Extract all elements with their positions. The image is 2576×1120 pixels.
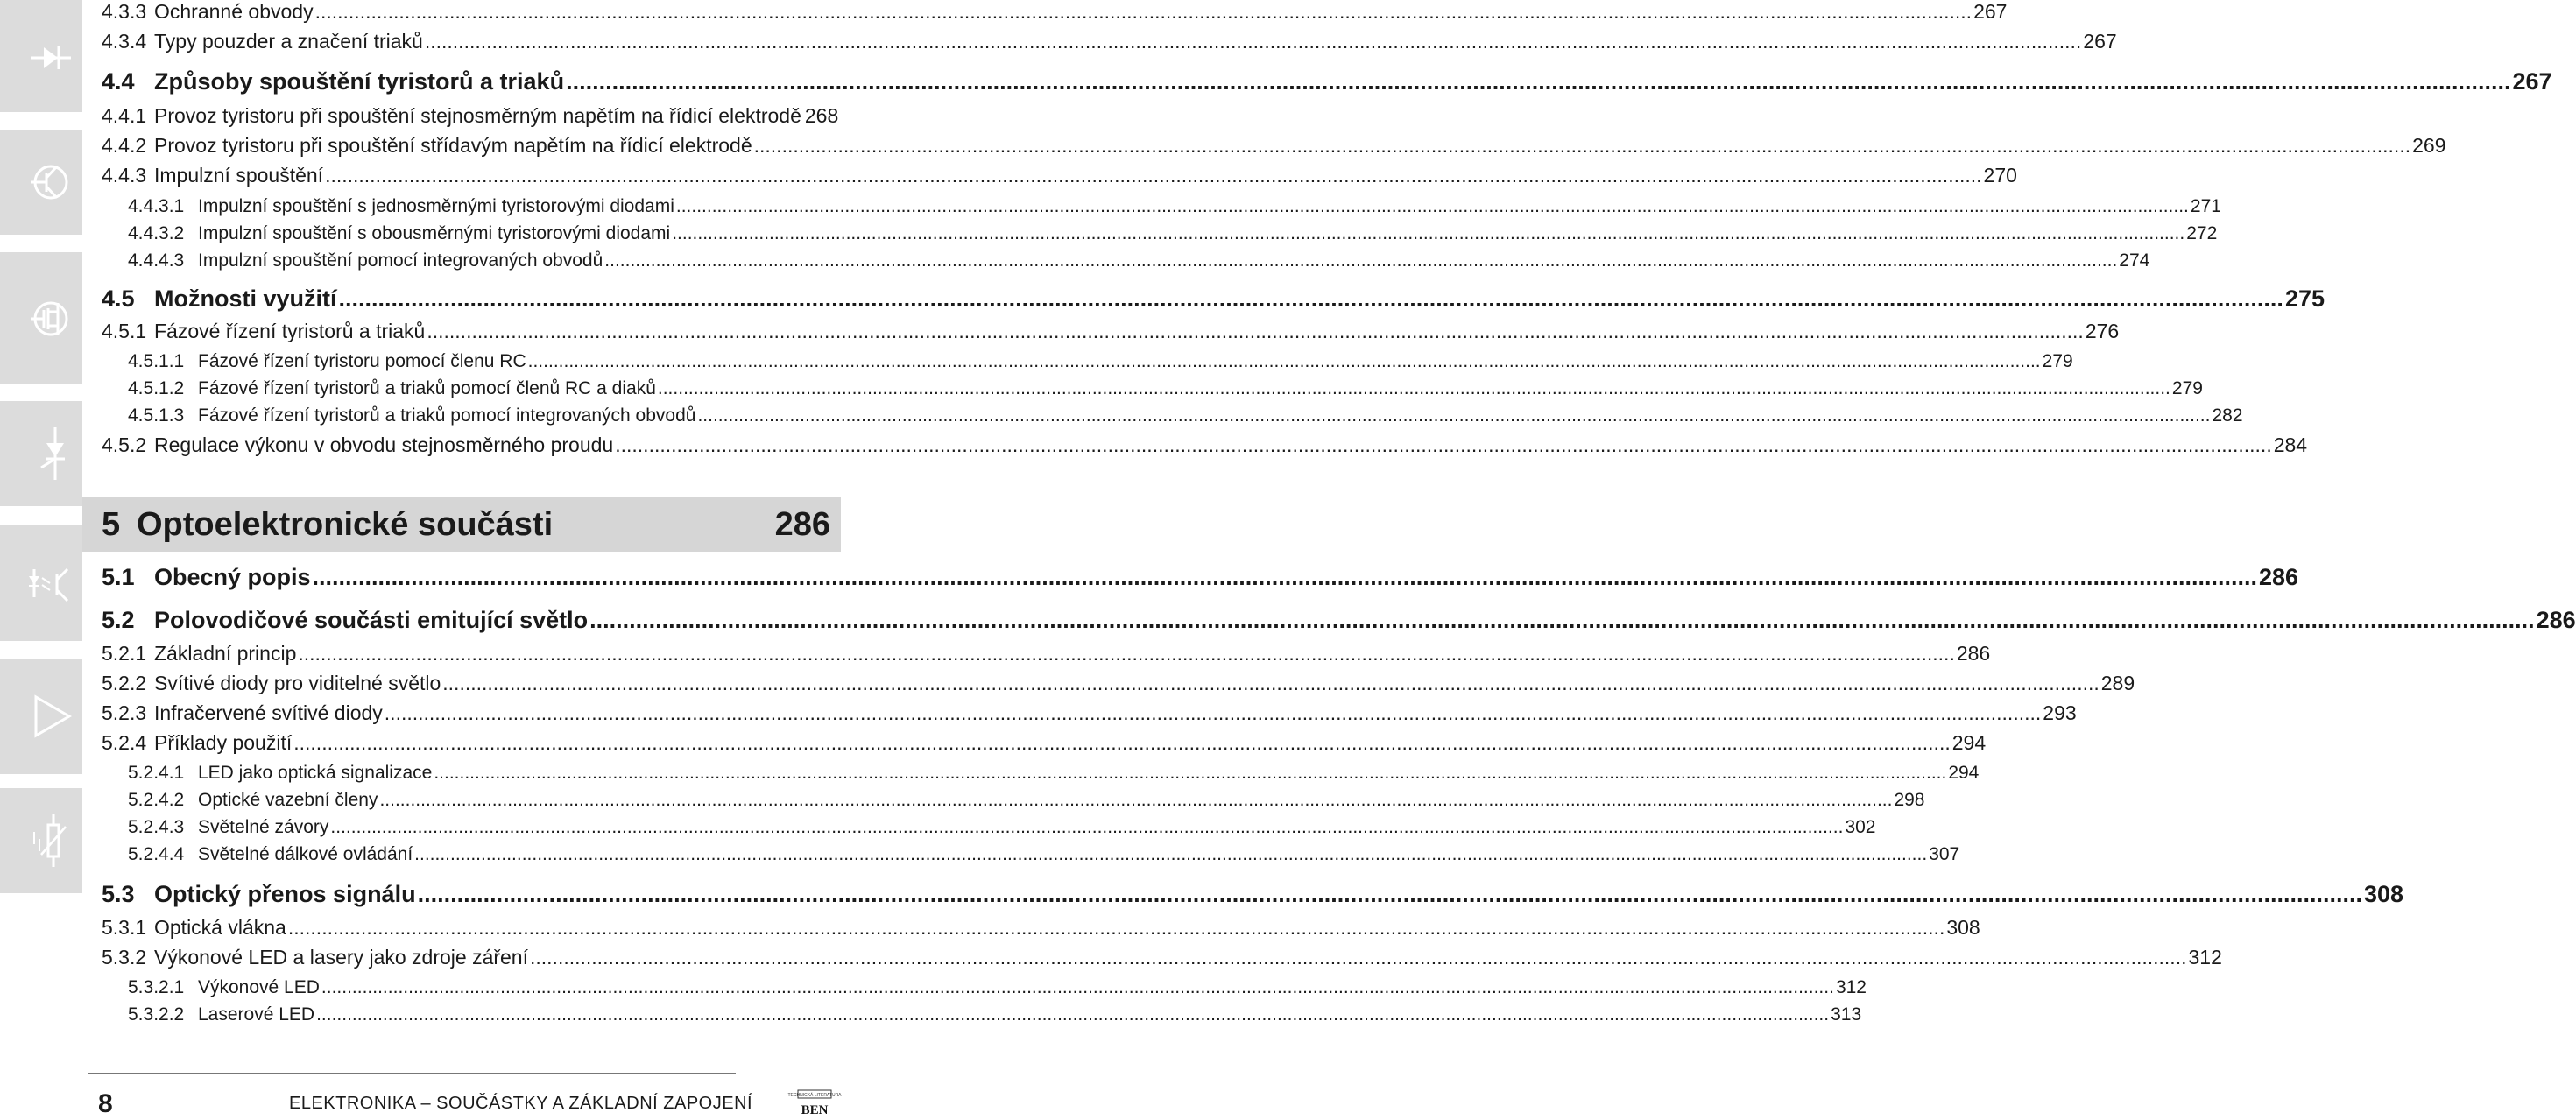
sidebar xyxy=(0,0,82,1120)
fet-icon xyxy=(29,292,73,345)
toc-number: 5.3.2 xyxy=(102,946,147,969)
optocoupler-icon xyxy=(29,557,73,609)
toc-title: Příklady použití xyxy=(154,731,293,754)
toc-title: Fázové řízení tyristorů a triaků pomocí členů RC a diaků xyxy=(198,378,656,398)
toc-leader xyxy=(321,978,1834,997)
toc-number: 4.5.1.3 xyxy=(128,405,185,426)
toc-number: 4.5.1.2 xyxy=(128,378,185,398)
toc-number: 5.2.4.1 xyxy=(128,763,185,783)
toc-entry[interactable] xyxy=(102,223,2218,243)
toc-entry[interactable] xyxy=(102,731,1987,754)
toc-entry[interactable] xyxy=(102,134,2446,157)
toc-entry[interactable] xyxy=(102,0,2008,23)
toc-entry[interactable] xyxy=(102,68,2552,95)
toc-title: Regulace výkonu v obvodu stejnosměrného proudu xyxy=(154,433,614,456)
toc-number: 5.3.1 xyxy=(102,916,147,939)
toc-title: LED jako optická signalizace xyxy=(198,763,433,783)
toc-title: Infračervené svítivé diody xyxy=(154,701,383,724)
toc-entry[interactable] xyxy=(102,30,2117,53)
toc-number: 5.3.2.2 xyxy=(128,1004,185,1025)
toc-leader xyxy=(697,406,2210,425)
toc-page: 302 xyxy=(1845,817,1876,837)
toc-leader xyxy=(658,379,2170,398)
toc-entry[interactable] xyxy=(102,817,1876,837)
toc-entry[interactable] xyxy=(102,196,2221,216)
toc-leader xyxy=(330,818,1843,836)
toc-entry[interactable] xyxy=(102,977,1867,997)
toc-entry[interactable] xyxy=(102,790,1925,810)
footer-page-number: 8 xyxy=(98,1089,113,1118)
toc-page: 294 xyxy=(1951,731,1987,754)
toc-number: 4.4 xyxy=(102,68,135,95)
toc-title: Provoz tyristoru při spouštění střídavým napětím na řídicí elektrodě xyxy=(154,134,752,157)
toc-page: 312 xyxy=(2188,946,2222,969)
toc-title: Optický přenos signálu xyxy=(154,881,416,907)
toc-page: 293 xyxy=(2043,701,2077,724)
toc-entry[interactable] xyxy=(102,1004,1862,1025)
toc-entry[interactable] xyxy=(102,564,2299,590)
toc-leader xyxy=(315,2,1972,22)
toc-leader xyxy=(293,733,1950,753)
sidebar-tab-diode[interactable] xyxy=(0,0,82,112)
toc-number: 5.2.4 xyxy=(102,731,147,754)
toc-entry[interactable] xyxy=(102,250,2150,271)
toc-page: 279 xyxy=(2171,378,2203,398)
toc-page: 276 xyxy=(2085,320,2120,342)
toc-number: 5.2.4.4 xyxy=(128,844,185,864)
toc-number: 4.4.4.3 xyxy=(128,250,185,271)
toc-title: Fázové řízení tyristorů a triaků xyxy=(154,320,426,342)
toc-page: 267 xyxy=(2512,68,2552,95)
toc-page: 274 xyxy=(2119,250,2150,271)
toc-page: 270 xyxy=(1983,164,2017,187)
toc-entry[interactable] xyxy=(102,351,2073,371)
toc-title: Optická vlákna xyxy=(154,916,286,939)
toc-number: 4.4.1 xyxy=(102,104,147,127)
diode-icon xyxy=(29,32,73,84)
toc-number: 4.5.1.1 xyxy=(128,351,185,371)
toc-title: Typy pouzder a značení triaků xyxy=(154,30,423,53)
toc-leader xyxy=(589,609,2534,632)
toc-page: 308 xyxy=(2364,881,2404,907)
toc-entry[interactable] xyxy=(102,433,2308,456)
toc-title: Ochranné obvody xyxy=(154,0,314,23)
logo-bottom-text: BEN xyxy=(801,1103,829,1117)
toc-number: 5.2.2 xyxy=(102,672,147,694)
toc-leader xyxy=(316,1005,1829,1024)
toc-number: 5.2.1 xyxy=(102,642,147,665)
toc-title: Fázové řízení tyristorů a triaků pomocí integrovaných obvodů xyxy=(198,405,696,426)
toc-leader xyxy=(414,845,1927,863)
toc-page: 308 xyxy=(1946,916,1980,939)
toc-title: Impulzní spouštění s jednosměrnými tyristorovými diodami xyxy=(198,196,674,216)
toc-leader xyxy=(385,703,2041,723)
chapter-page: 286 xyxy=(774,506,830,543)
toc-page: 294 xyxy=(1948,763,1980,783)
publisher-logo xyxy=(787,1090,842,1117)
toc-page: 267 xyxy=(1973,0,2008,23)
toc-page: 312 xyxy=(1835,977,1867,997)
toc-page: 286 xyxy=(2536,607,2576,633)
toc-leader xyxy=(754,136,2410,156)
chapter-title: Optoelektronické součásti xyxy=(137,506,554,543)
chapter-number: 5 xyxy=(102,506,121,543)
toc-page: 307 xyxy=(1929,844,1960,864)
toc-entry[interactable] xyxy=(102,916,1980,939)
toc-page: 267 xyxy=(2083,30,2117,53)
toc-number: 4.4.3.1 xyxy=(128,196,185,216)
toc-number: 5.2 xyxy=(102,607,135,633)
toc-leader xyxy=(528,352,2041,370)
toc-leader xyxy=(676,197,2189,215)
toc-leader xyxy=(339,287,2283,311)
toc-title: Polovodičové součásti emitující světlo xyxy=(154,607,589,633)
toc-page: 313 xyxy=(1831,1004,1862,1025)
toc-leader xyxy=(427,321,2083,342)
toc-entry[interactable] xyxy=(102,378,2203,398)
toc-title: Impulzní spouštění pomocí integrovaných obvodů xyxy=(198,250,603,271)
toc-leader xyxy=(298,644,1954,664)
toc-number: 4.5.2 xyxy=(102,433,147,456)
sidebar-tab-varistor[interactable] xyxy=(0,788,82,893)
toc-entry[interactable] xyxy=(102,285,2325,312)
toc-number: 5.1 xyxy=(102,564,135,590)
toc-entry[interactable] xyxy=(102,881,2404,907)
chapter-heading[interactable] xyxy=(82,497,841,552)
toc-page: 271 xyxy=(2190,196,2221,216)
toc-page: 275 xyxy=(2284,285,2325,312)
toc-title: Impulzní spouštění s obousměrnými tyristorovými diodami xyxy=(198,223,671,243)
toc-leader xyxy=(442,673,2099,694)
toc-entry[interactable] xyxy=(102,763,1980,783)
toc-leader xyxy=(325,166,1981,186)
toc-page: 289 xyxy=(2100,672,2135,694)
toc-leader xyxy=(530,947,2186,968)
toc-title: Optické vazební členy xyxy=(198,790,378,810)
toc-leader xyxy=(672,224,2184,243)
toc-title: Laserové LED xyxy=(198,1004,315,1025)
toc-entry[interactable] xyxy=(102,320,2120,342)
toc-page: 272 xyxy=(2186,223,2218,243)
amplifier-icon xyxy=(29,690,73,743)
toc-number: 5.3.2.1 xyxy=(128,977,185,997)
toc-number: 5.2.4.2 xyxy=(128,790,185,810)
toc-title: Provoz tyristoru při spouštění stejnosměrným napětím na řídicí elektrodě xyxy=(154,104,801,127)
toc-entry[interactable] xyxy=(102,701,2077,724)
sidebar-tab-thyristor[interactable] xyxy=(0,401,82,506)
toc-title: Fázové řízení tyristoru pomocí členu RC xyxy=(198,351,526,371)
toc-leader xyxy=(418,883,2362,906)
thyristor-icon xyxy=(29,427,73,480)
toc-title: Výkonové LED a lasery jako zdroje záření xyxy=(154,946,528,969)
toc-entry[interactable] xyxy=(102,104,839,127)
sidebar-tab-optocoupler[interactable] xyxy=(0,525,82,641)
toc-number: 5.2.3 xyxy=(102,701,147,724)
footer-book-title: ELEKTRONIKA – SOUČÁSTKY A ZÁKLADNÍ ZAPOJENÍ xyxy=(289,1094,753,1113)
toc-leader xyxy=(379,791,1892,809)
toc-leader xyxy=(434,764,1946,782)
toc-title: Možnosti využití xyxy=(154,285,337,312)
toc-number: 4.5 xyxy=(102,285,135,312)
toc-page: 286 xyxy=(2258,564,2299,590)
toc-number: 4.4.3.2 xyxy=(128,223,185,243)
toc-entry[interactable] xyxy=(102,672,2135,694)
toc-number: 4.3.4 xyxy=(102,30,147,53)
toc-title: Způsoby spouštění tyristorů a triaků xyxy=(154,68,565,95)
toc-number: 4.4.2 xyxy=(102,134,147,157)
sidebar-tab-transistor[interactable] xyxy=(0,130,82,235)
varistor-icon xyxy=(29,814,73,867)
toc-page: 284 xyxy=(2273,433,2308,456)
toc-page: 268 xyxy=(804,104,839,127)
toc-page: 279 xyxy=(2042,351,2073,371)
toc-entry[interactable] xyxy=(102,164,2017,187)
toc-title: Základní princip xyxy=(154,642,297,665)
toc-number: 4.5.1 xyxy=(102,320,147,342)
transistor-icon xyxy=(29,156,73,208)
toc-title: Svítivé diody pro viditelné světlo xyxy=(154,672,441,694)
footer-rule xyxy=(88,1073,736,1074)
toc-title: Impulzní spouštění xyxy=(154,164,324,187)
toc-title: Obecný popis xyxy=(154,564,311,590)
toc-title: Světelné závory xyxy=(198,817,329,837)
toc-number: 5.3 xyxy=(102,881,135,907)
toc-leader xyxy=(615,435,2271,455)
sidebar-tab-amplifier[interactable] xyxy=(0,659,82,774)
toc-page: 269 xyxy=(2412,134,2446,157)
toc-leader xyxy=(566,70,2510,94)
toc-entry[interactable] xyxy=(102,844,1960,864)
toc-title: Světelné dálkové ovládání xyxy=(198,844,413,864)
toc-entry[interactable] xyxy=(102,607,2576,633)
toc-number: 4.4.3 xyxy=(102,164,147,187)
toc-leader xyxy=(604,251,2117,270)
toc-number: 5.2.4.3 xyxy=(128,817,185,837)
toc-leader xyxy=(313,566,2257,589)
logo-top-text: TECHNICKÁ LITERATURA xyxy=(787,1093,842,1098)
toc-leader xyxy=(425,32,2081,52)
toc-entry[interactable] xyxy=(102,405,2243,426)
toc-page: 286 xyxy=(1956,642,1991,665)
toc-entry[interactable] xyxy=(102,642,1991,665)
toc-title: Výkonové LED xyxy=(198,977,320,997)
toc-page: 298 xyxy=(1894,790,1925,810)
toc-page: 282 xyxy=(2212,405,2243,426)
toc-leader xyxy=(288,918,1944,938)
sidebar-tab-fet[interactable] xyxy=(0,252,82,384)
toc-entry[interactable] xyxy=(102,946,2222,969)
toc-number: 4.3.3 xyxy=(102,0,147,23)
